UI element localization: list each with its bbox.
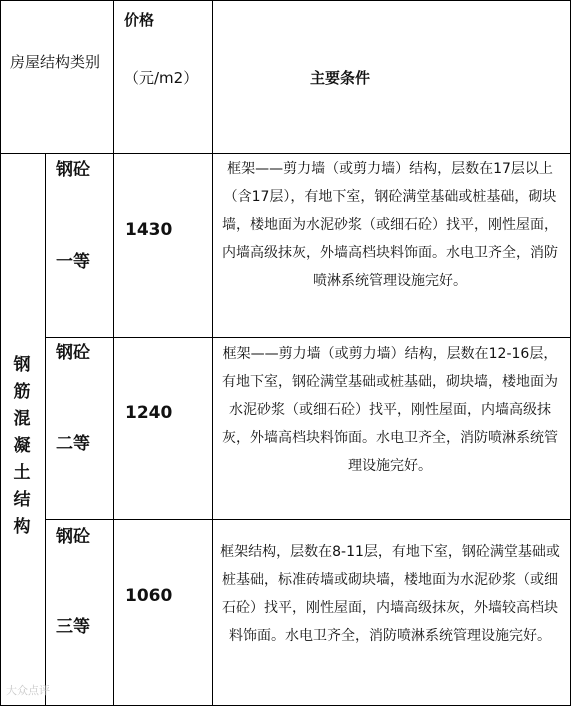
row-1-price: 1430: [125, 220, 173, 240]
row-3-type: 钢砼: [56, 527, 90, 547]
row-2-type: 钢砼: [56, 343, 90, 363]
table-border-top: [0, 0, 571, 1]
col-divider-price: [212, 0, 213, 706]
header-bottom-rule: [0, 153, 571, 154]
group-label: 钢筋混凝土结构: [13, 355, 31, 537]
row-2-desc: 框架——剪力墙（或剪力墙）结构，层数在12-16层，有地下室，钢砼满堂基础或桩基础，砌块墙，楼地面为水泥砂浆（或细石砼）找平，刚性屋面，内墙高级抹灰，外墙高档块料饰面。水电卫齐全，消防喷淋系统管理设施完好。: [222, 346, 558, 474]
row-2-grade: 二等: [56, 434, 90, 454]
row-divider-2: [45, 519, 571, 520]
row-3-grade: 三等: [56, 617, 90, 637]
row-1-grade: 一等: [56, 252, 90, 272]
row-3-price: 1060: [125, 586, 173, 606]
table-border-left: [0, 0, 1, 706]
header-category: 房屋结构类别: [10, 53, 101, 71]
row-1-desc: 框架——剪力墙（或剪力墙）结构，层数在17层以上（含17层），有地下室，钢砼满堂基础或桩基础，砌块墙，楼地面为水泥砂浆（或细石砼）找平，刚性屋面，内墙高级抹灰，外墙高档块料饰面。水电卫齐全，消防喷淋系统管理设施完好。: [222, 161, 558, 289]
header-price-label: 价格: [124, 11, 155, 29]
header-conditions: 主要条件: [310, 69, 371, 87]
row-divider-1: [45, 337, 571, 338]
row-3-desc: 框架结构，层数在8-11层，有地下室，钢砼满堂基础或桩基础，标准砖墙或砌块墙，楼地面为水泥砂浆（或细石砼）找平，刚性屋面，内墙高级抹灰，外墙较高档块料饰面。水电卫齐全，消防喷淋系统管理设施完好。: [220, 544, 560, 644]
header-price-unit: （元/m2）: [124, 69, 199, 87]
col-divider-type: [113, 0, 114, 706]
row-2-price: 1240: [125, 403, 173, 423]
watermark: 大众点评: [6, 684, 50, 697]
row-1-type: 钢砼: [56, 160, 90, 180]
col-divider-group: [45, 153, 46, 706]
